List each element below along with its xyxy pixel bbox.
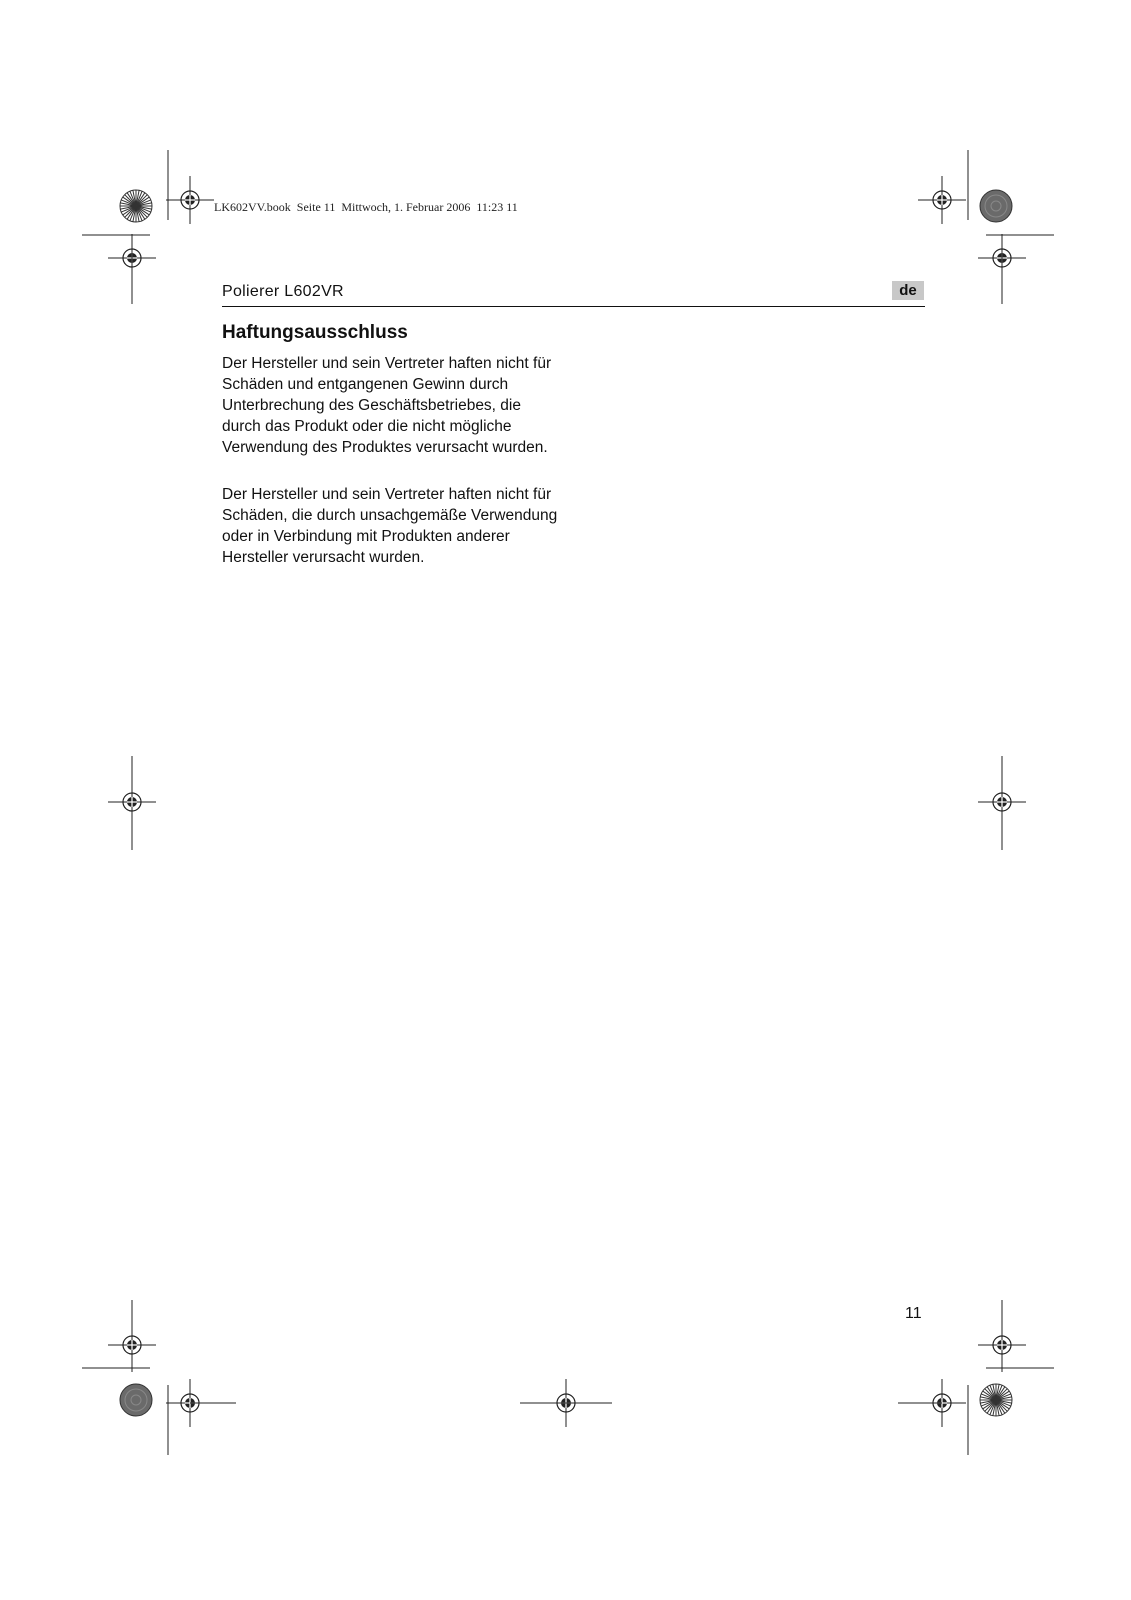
- header-rule: [222, 306, 925, 307]
- paragraph: Der Hersteller und sein Vertreter haften nicht für Schäden, die durch unsachgemäße Verwendung oder in Verbindung mit Produkten anderer Hersteller verursacht wurden.: [222, 486, 558, 566]
- running-header: Polierer L602VR: [222, 283, 344, 300]
- paragraph: Der Hersteller und sein Vertreter haften nicht für Schäden und entgangenen Gewinn durch Unterbrechung des Geschäftsbetriebes, die durch das Produkt oder die nicht mögliche Verwendung des Produktes verursacht wurden.: [222, 355, 552, 456]
- page-number: 11: [905, 1305, 922, 1322]
- section-title: Haftungsausschluss: [222, 322, 408, 343]
- language-badge: de: [892, 281, 924, 300]
- print-info-line: LK602VV.book Seite 11 Mittwoch, 1. Februar 2006 11:23 11: [214, 200, 518, 214]
